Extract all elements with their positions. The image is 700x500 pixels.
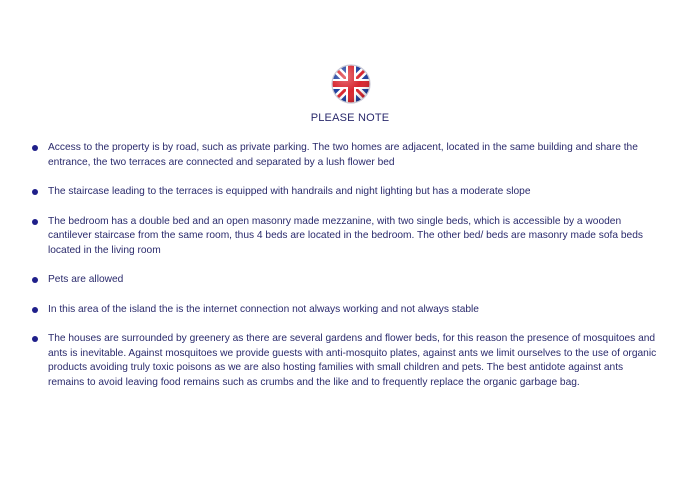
uk-flag-icon — [330, 63, 372, 105]
bullet-icon — [32, 277, 38, 283]
notes-list — [30, 141, 660, 405]
bullet-icon — [32, 145, 38, 151]
bullet-icon — [32, 336, 38, 342]
list-item — [30, 332, 660, 390]
note-text: The houses are surrounded by greenery as there are several gardens and flower beds, for this reason the presence of mosquitoes and ants is inevitable. Against mosquitoes we provide guests with anti-mosquito plates, against ants we limit ourselves to the use of organic products avoiding truly toxic poisons as we are also hosting families with small children and pets. The best antidote against ants remains to avoid leaving food remains such as crumbs and the like and to frequently replace the organic garbage bag. — [48, 333, 657, 388]
list-item — [30, 273, 660, 288]
note-text: The bedroom has a double bed and an open masonry made mezzanine, with two single beds, which is accessible by a wooden cantilever staircase from the same room, thus 4 beds are located in the bedroom. The other bed/ beds are masonry made sofa beds located in the living room — [48, 215, 643, 256]
list-item — [30, 303, 660, 318]
bullet-icon — [32, 307, 38, 313]
list-item — [30, 215, 660, 259]
list-item — [30, 185, 660, 200]
bullet-icon — [32, 219, 38, 225]
note-text: The staircase leading to the terraces is equipped with handrails and night lighting but has a moderate slope — [48, 186, 531, 197]
note-text: Access to the property is by road, such as private parking. The two homes are adjacent, located in the same building and share the entrance, the two terraces are connected and separated by a lush flower bed — [48, 142, 638, 168]
note-text: Pets are allowed — [48, 274, 124, 285]
note-text: In this area of the island the is the internet connection not always working and not always stable — [48, 303, 479, 315]
list-item — [30, 141, 660, 170]
page-title: PLEASE NOTE — [310, 112, 390, 124]
bullet-icon — [32, 189, 38, 195]
